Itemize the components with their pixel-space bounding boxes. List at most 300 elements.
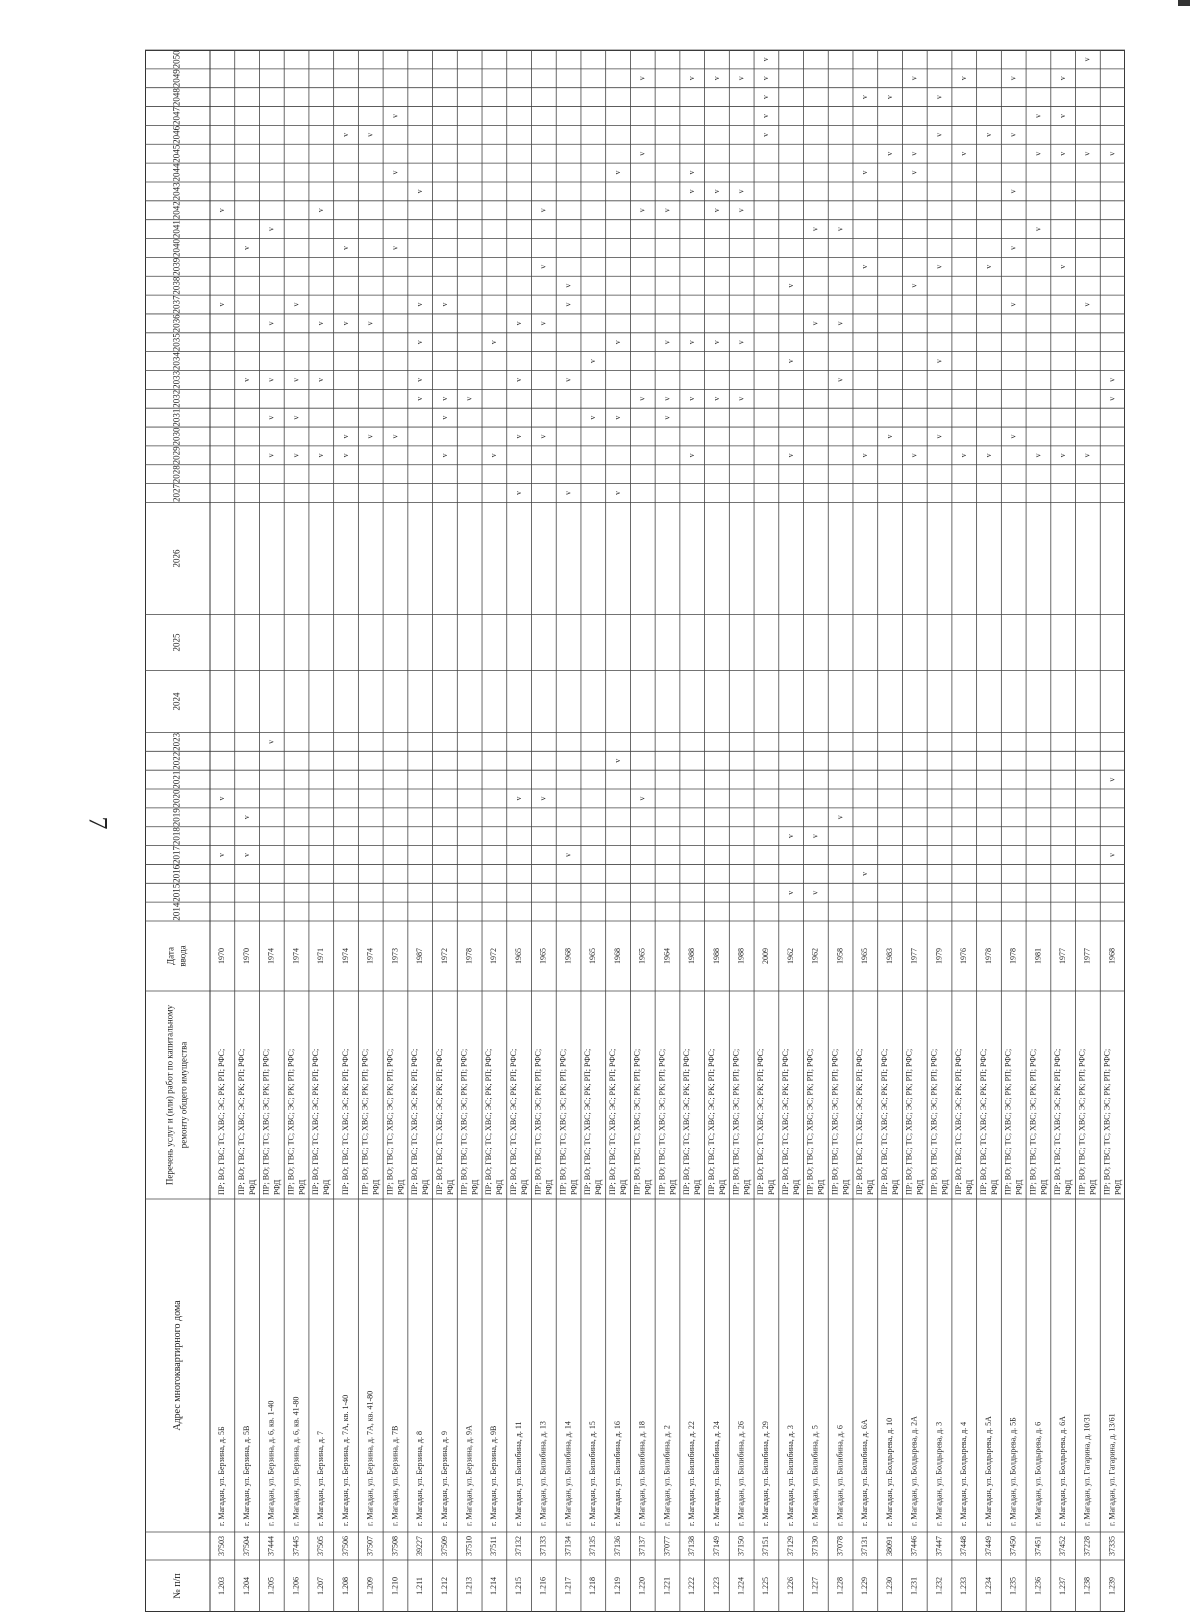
row-planned-mark-2039: v <box>1058 264 1068 269</box>
row-house-id: 37506 <box>340 1536 350 1556</box>
year-header-2044: 2044 <box>171 163 182 182</box>
row-planned-mark-2029: v <box>266 453 276 458</box>
row-address: г. Магадан, ул. Болдырева, д. 5Б <box>1008 1417 1018 1526</box>
row-address: г. Магадан, ул. Берзина, д. 7А, кв. 41-80 <box>365 1390 375 1526</box>
row-planned-mark-2023: v <box>266 739 276 744</box>
row-services-line1: ПР; ВО; ГВС; ТС; ХВС; ЭС; РК; РП; РФС; <box>1028 1048 1038 1195</box>
row-planned-mark-2029: v <box>959 453 969 458</box>
row-address: г. Магадан, ул. Болдырева, д. 10 <box>884 1417 894 1526</box>
row-commission-year: 1977 <box>909 948 919 964</box>
row-services-line2: РФД <box>470 1179 480 1195</box>
row-address: г. Магадан, ул. Билибина, д. 13 <box>538 1421 548 1526</box>
row-services-line2: РФД <box>717 1179 727 1195</box>
row-planned-mark-2016: v <box>860 871 870 876</box>
year-header-2031: 2031 <box>171 408 182 427</box>
row-commission-year: 1976 <box>959 948 969 964</box>
row-planned-mark-2031: v <box>291 415 301 420</box>
row-num: 1.223 <box>711 1577 721 1595</box>
row-planned-mark-2047: v <box>1058 113 1068 118</box>
row-commission-year: 1962 <box>810 948 820 964</box>
row-house-id: 37509 <box>439 1536 449 1556</box>
row-planned-mark-2049: v <box>959 76 969 81</box>
year-header-2041: 2041 <box>171 220 182 239</box>
row-commission-year: 1972 <box>439 948 449 964</box>
row-planned-mark-2029: v <box>291 453 301 458</box>
row-planned-mark-2036: v <box>365 321 375 326</box>
row-services-line1: ПР; ВО; ГВС; ТС; ХВС; ЭС; РК; РП; РФС; <box>286 1048 296 1195</box>
row-commission-year: 1968 <box>563 948 573 964</box>
row-house-id: 37450 <box>1008 1536 1018 1556</box>
row-planned-mark-2018: v <box>785 834 795 839</box>
row-planned-mark-2042: v <box>316 208 326 213</box>
row-house-id: 37077 <box>662 1536 672 1556</box>
row-services-line1: ПР; ВО; ГВС; ТС; ХВС; ЭС; РК; РП; РФС; <box>731 1048 741 1195</box>
row-planned-mark-2049: v <box>711 76 721 81</box>
row-planned-mark-2027: v <box>563 491 573 496</box>
row-house-id: 37138 <box>687 1536 697 1556</box>
row-commission-year: 1972 <box>489 948 499 964</box>
row-planned-mark-2017: v <box>1107 853 1117 858</box>
row-house-id: 37228 <box>1082 1536 1092 1556</box>
row-planned-mark-2044: v <box>860 170 870 175</box>
row-commission-year: 1978 <box>983 948 993 964</box>
row-planned-mark-2029: v <box>1082 453 1092 458</box>
capital-repair-schedule-table <box>145 42 1125 1612</box>
row-commission-year: 1968 <box>1107 948 1117 964</box>
row-num: 1.215 <box>513 1577 523 1595</box>
row-services-line2: РФД <box>1113 1179 1123 1195</box>
row-house-id: 37149 <box>711 1536 721 1556</box>
row-services-line1: ПР; ВО; ГВС; ТС; ХВС; ЭС; РК; РП; РФС; <box>484 1048 494 1195</box>
row-planned-mark-2032: v <box>662 396 672 401</box>
row-services-line1: ПР; ВО; ГВС; ТС; ХВС; ЭС; РК; РП; РФС; <box>682 1048 692 1195</box>
row-services-line1: ПР; ВО; ГВС; ТС; ХВС; ЭС; РК; РП; РФС; <box>830 1048 840 1195</box>
row-services-line2: РФД <box>272 1179 282 1195</box>
row-services-line2: РФД <box>495 1179 505 1195</box>
row-commission-year: 1977 <box>1058 948 1068 964</box>
year-header-2050: 2050 <box>171 50 182 69</box>
row-num: 1.210 <box>390 1577 400 1595</box>
row-address: г. Магадан, ул. Билибина, д. 3 <box>785 1425 795 1526</box>
header-services-line1: Перечень услуг и (или) работ по капитальному <box>164 1004 175 1186</box>
row-services-line1: ПР; ВО; ГВС; ТС; ХВС; ЭС; РК; РП; РФС; <box>311 1048 321 1195</box>
row-services-line2: РФД <box>322 1179 332 1195</box>
row-planned-mark-2033: v <box>513 377 523 382</box>
row-address: г. Магадан, ул. Билибина, д. 15 <box>588 1421 598 1526</box>
row-planned-mark-2045: v <box>1058 151 1068 156</box>
row-planned-mark-2027: v <box>612 491 622 496</box>
row-address: г. Магадан, ул. Билибина, д. 16 <box>612 1421 622 1526</box>
row-num: 1.236 <box>1033 1577 1043 1595</box>
row-services-line1: ПР; ВО; ГВС; ТС; ХВС; ЭС; РК; РП; РФС; <box>508 1048 518 1195</box>
header-year-line1: Дата <box>165 947 176 965</box>
row-planned-mark-2044: v <box>612 170 622 175</box>
row-planned-mark-2029: v <box>687 453 697 458</box>
row-planned-mark-2030: v <box>884 434 894 439</box>
row-planned-mark-2032: v <box>464 396 474 401</box>
row-house-id: 37335 <box>1107 1536 1117 1556</box>
row-services-line2: РФД <box>396 1179 406 1195</box>
row-planned-mark-2017: v <box>241 853 251 858</box>
row-commission-year: 1965 <box>588 948 598 964</box>
row-planned-mark-2037: v <box>291 302 301 307</box>
row-planned-mark-2040: v <box>390 245 400 250</box>
row-planned-mark-2020: v <box>538 796 548 801</box>
row-num: 1.218 <box>588 1577 598 1595</box>
row-planned-mark-2035: v <box>687 340 697 345</box>
row-services-line1: ПР; ВО; ГВС; ТС; ХВС; ЭС; РК; РП; РФС; <box>1102 1048 1112 1195</box>
row-num: 1.206 <box>291 1577 301 1595</box>
row-services-line1: ПР; ВО; ГВС; ТС; ХВС; ЭС; РК; РП; РФС; <box>929 1048 939 1195</box>
year-header-2047: 2047 <box>171 106 182 125</box>
row-planned-mark-2045: v <box>959 151 969 156</box>
row-services-line2: РФД <box>965 1179 975 1195</box>
row-house-id: 37137 <box>637 1536 647 1556</box>
row-house-id: 37130 <box>810 1536 820 1556</box>
row-planned-mark-2037: v <box>563 302 573 307</box>
row-commission-year: 1968 <box>612 948 622 964</box>
row-services-line1: ПР; ВО; ГВС; ТС; ХВС; ЭС; РК; РП; РФС; <box>236 1048 246 1195</box>
row-planned-mark-2049: v <box>761 76 771 81</box>
year-header-2049: 2049 <box>171 69 182 88</box>
row-services-line2: РФД <box>1039 1179 1049 1195</box>
year-header-2020: 2020 <box>171 789 182 808</box>
row-house-id: 37449 <box>983 1536 993 1556</box>
row-house-id: 37133 <box>538 1536 548 1556</box>
year-header-2032: 2032 <box>171 389 182 408</box>
row-planned-mark-2034: v <box>785 359 795 364</box>
row-services-line1: ПР; ВО; ГВС; ТС; ХВС; ЭС; РК; РП; РФС; <box>360 1048 370 1195</box>
row-services-line1: ПР; ВО; ГВС; ТС; ХВС; ЭС; РК; РП; РФС; <box>904 1048 914 1195</box>
year-header-2037: 2037 <box>171 295 182 314</box>
row-planned-mark-2022: v <box>612 758 622 763</box>
row-planned-mark-2046: v <box>934 132 944 137</box>
row-commission-year: 1987 <box>415 948 425 964</box>
row-services-line2: РФД <box>915 1179 925 1195</box>
row-commission-year: 1970 <box>241 948 251 964</box>
row-num: 1.214 <box>489 1577 499 1595</box>
row-planned-mark-2048: v <box>934 95 944 100</box>
row-commission-year: 1977 <box>1082 948 1092 964</box>
row-planned-mark-2033: v <box>266 377 276 382</box>
row-commission-year: 1958 <box>835 948 845 964</box>
year-header-2023: 2023 <box>171 732 182 751</box>
row-planned-mark-2042: v <box>637 208 647 213</box>
row-planned-mark-2036: v <box>538 321 548 326</box>
row-services-line2: РФД <box>693 1179 703 1195</box>
row-services-line1: ПР; ВО; ГВС; ТС; ХВС; ЭС; РК; РП; РФС; <box>261 1048 271 1195</box>
row-house-id: 37503 <box>217 1536 227 1556</box>
row-planned-mark-2019: v <box>241 815 251 820</box>
row-planned-mark-2029: v <box>340 453 350 458</box>
row-planned-mark-2033: v <box>241 377 251 382</box>
row-num: 1.230 <box>884 1577 894 1595</box>
row-commission-year: 1971 <box>316 948 326 964</box>
row-num: 1.209 <box>365 1577 375 1595</box>
row-address: г. Магадан, ул. Болдырева, д. 6А <box>1058 1416 1068 1526</box>
row-planned-mark-2049: v <box>1008 76 1018 81</box>
row-commission-year: 1978 <box>1008 948 1018 964</box>
row-house-id: 37135 <box>588 1536 598 1556</box>
row-house-id: 37444 <box>266 1536 276 1556</box>
row-services-line2: РФД <box>643 1179 653 1195</box>
row-planned-mark-2036: v <box>835 321 845 326</box>
row-planned-mark-2040: v <box>340 245 350 250</box>
row-planned-mark-2037: v <box>439 302 449 307</box>
row-planned-mark-2032: v <box>637 396 647 401</box>
row-services-line1: ПР; ВО; ГВС; ТС; ХВС; ЭС; РК; РП; РФС; <box>1053 1048 1063 1195</box>
row-planned-mark-2029: v <box>909 453 919 458</box>
row-commission-year: 1964 <box>662 948 672 964</box>
row-planned-mark-2019: v <box>835 815 845 820</box>
row-services-line2: РФД <box>445 1179 455 1195</box>
year-header-2039: 2039 <box>171 257 182 276</box>
row-commission-year: 1965 <box>513 948 523 964</box>
row-planned-mark-2017: v <box>563 853 573 858</box>
row-planned-mark-2048: v <box>860 95 870 100</box>
row-services-line2: РФД <box>618 1179 628 1195</box>
row-services-line2: РФД <box>791 1179 801 1195</box>
row-planned-mark-2049: v <box>1058 76 1068 81</box>
row-address: г. Магадан, ул. Билибина, д. 29 <box>761 1421 771 1526</box>
row-num: 1.219 <box>612 1577 622 1595</box>
row-num: 1.222 <box>687 1577 697 1595</box>
row-address: г. Магадан, ул. Берзина, д. 7 <box>316 1430 326 1526</box>
row-commission-year: 1974 <box>266 948 276 964</box>
row-house-id: 37504 <box>241 1536 251 1556</box>
row-planned-mark-2041: v <box>266 227 276 232</box>
row-planned-mark-2034: v <box>934 359 944 364</box>
row-services-line1: ПР; ВО; ГВС; ТС; ХВС; ЭС; РК; РП; РФС; <box>780 1048 790 1195</box>
row-planned-mark-2035: v <box>612 340 622 345</box>
row-planned-mark-2029: v <box>1033 453 1043 458</box>
row-planned-mark-2048: v <box>884 95 894 100</box>
year-header-2042: 2042 <box>171 201 182 220</box>
row-house-id: 37507 <box>365 1536 375 1556</box>
row-services-line2: РФД <box>421 1179 431 1195</box>
row-services-line2: РФД <box>940 1179 950 1195</box>
row-planned-mark-2039: v <box>983 264 993 269</box>
row-services-line1: ПР; ВО; ГВС; ТС; ХВС; ЭС; РК; РП; РФС; <box>657 1048 667 1195</box>
row-house-id: 37132 <box>513 1536 523 1556</box>
row-services-line1: ПР; ВО; ГВС; ТС; ХВС; ЭС; РК; РП; РФС; <box>805 1048 815 1195</box>
row-num: 1.231 <box>909 1577 919 1595</box>
row-planned-mark-2042: v <box>662 208 672 213</box>
row-address: г. Магадан, ул. Берзина, д. 9В <box>489 1425 499 1526</box>
row-planned-mark-2030: v <box>934 434 944 439</box>
row-planned-mark-2047: v <box>761 113 771 118</box>
row-planned-mark-2049: v <box>687 76 697 81</box>
row-commission-year: 1965 <box>637 948 647 964</box>
row-commission-year: 1988 <box>711 948 721 964</box>
year-header-2046: 2046 <box>171 125 182 144</box>
row-commission-year: 1965 <box>538 948 548 964</box>
row-address: г. Магадан, ул. Билибина, д. 26 <box>736 1421 746 1526</box>
row-num: 1.239 <box>1107 1577 1117 1595</box>
row-planned-mark-2044: v <box>909 170 919 175</box>
row-house-id: 37511 <box>489 1536 499 1556</box>
row-services-line2: РФД <box>1088 1179 1098 1195</box>
row-planned-mark-2029: v <box>983 453 993 458</box>
row-planned-mark-2033: v <box>316 377 326 382</box>
year-header-2014: 2014 <box>171 902 182 921</box>
row-services-line2: РФД <box>1014 1179 1024 1195</box>
row-planned-mark-2042: v <box>711 208 721 213</box>
row-address: г. Магадан, ул. Берзина, д. 8 <box>415 1430 425 1526</box>
row-services-line1: ПР; ВО; ГВС; ТС; ХВС; ЭС; РК; РП; РФС; <box>1003 1048 1013 1195</box>
row-planned-mark-2042: v <box>217 208 227 213</box>
row-planned-mark-2041: v <box>1033 227 1043 232</box>
row-planned-mark-2040: v <box>241 245 251 250</box>
row-services-line1: ПР; ВО; ГВС; ТС; ХВС; ЭС; РК; РП; РФС; <box>879 1048 889 1195</box>
row-planned-mark-2029: v <box>489 453 499 458</box>
row-house-id: 37448 <box>959 1536 969 1556</box>
row-num: 1.213 <box>464 1577 474 1595</box>
row-services-line2: РФД <box>866 1179 876 1195</box>
row-commission-year: 1973 <box>390 948 400 964</box>
row-planned-mark-2044: v <box>687 170 697 175</box>
row-planned-mark-2033: v <box>415 377 425 382</box>
row-planned-mark-2047: v <box>1033 113 1043 118</box>
row-house-id: 37150 <box>736 1536 746 1556</box>
row-commission-year: 1974 <box>365 948 375 964</box>
year-header-2036: 2036 <box>171 314 182 333</box>
row-planned-mark-2046: v <box>1008 132 1018 137</box>
header-services-line2: ремонту общего имущества <box>178 1041 189 1149</box>
header-num: № п/п <box>171 1573 183 1599</box>
row-planned-mark-2033: v <box>563 377 573 382</box>
row-services-line1: ПР; ВО; ГВС; ТС; ХВС; ЭС; РК; РП; РФС; <box>459 1048 469 1195</box>
row-planned-mark-2021: v <box>1107 777 1117 782</box>
row-commission-year: 1974 <box>291 948 301 964</box>
row-services-line1: ПР; ВО; ГВС; ТС; ХВС; ЭС; РК; РП; РФС; <box>756 1048 766 1195</box>
row-planned-mark-2046: v <box>983 132 993 137</box>
row-planned-mark-2043: v <box>1008 189 1018 194</box>
row-num: 1.207 <box>316 1577 326 1595</box>
row-num: 1.234 <box>983 1577 993 1595</box>
row-address: г. Магадан, ул. Билибина, д. 6А <box>860 1419 870 1526</box>
row-commission-year: 1962 <box>785 948 795 964</box>
row-house-id: 37508 <box>390 1536 400 1556</box>
row-services-line2: РФД <box>742 1179 752 1195</box>
row-services-line1: ПР; ВО; ГВС; ТС; ХВС; ЭС; РК; РП; РФС; <box>855 1048 865 1195</box>
row-planned-mark-2033: v <box>1107 377 1117 382</box>
row-num: 1.237 <box>1058 1577 1068 1595</box>
row-planned-mark-2029: v <box>316 453 326 458</box>
row-num: 1.227 <box>810 1577 820 1595</box>
row-num: 1.216 <box>538 1577 548 1595</box>
row-services-line1: ПР; ВО; ГВС; ТС; ХВС; ЭС; РК; РП; РФС; <box>410 1048 420 1195</box>
header-address: Адрес многоквартирного дома <box>171 1300 183 1431</box>
row-address: г. Магадан, ул. Билибина, д. 2 <box>662 1425 672 1526</box>
row-services-line1: ПР; ВО; ГВС; ТС; ХВС; ЭС; РК; РП; РФС; <box>607 1048 617 1195</box>
row-services-line1: ПР; ВО; ГВС; ТС; ХВС; ЭС; РК; РП; РФС; <box>385 1048 395 1195</box>
row-services-line2: РФД <box>297 1179 307 1195</box>
row-planned-mark-2035: v <box>662 340 672 345</box>
row-address: г. Магадан, ул. Берзина, д. 9А <box>464 1425 474 1526</box>
row-house-id: 37445 <box>291 1536 301 1556</box>
row-planned-mark-2017: v <box>217 853 227 858</box>
row-services-line1: ПР; ВО; ГВС; ТС; ХВС; ЭС; РК; РП; РФС; <box>706 1048 716 1195</box>
row-planned-mark-2047: v <box>390 113 400 118</box>
row-planned-mark-2045: v <box>884 151 894 156</box>
row-services-line2: РФД <box>890 1179 900 1195</box>
row-address: г. Магадан, ул. Билибина, д. 18 <box>637 1421 647 1526</box>
row-planned-mark-2038: v <box>909 283 919 288</box>
row-address: г. Магадан, ул. Билибина, д. 14 <box>563 1421 573 1526</box>
row-num: 1.233 <box>959 1577 969 1595</box>
row-planned-mark-2039: v <box>934 264 944 269</box>
row-planned-mark-2041: v <box>810 227 820 232</box>
row-address: г. Магадан, ул. Болдырева, д. 2А <box>909 1416 919 1526</box>
row-num: 1.204 <box>241 1577 251 1595</box>
row-address: г. Магадан, ул. Билибина, д. 11 <box>513 1421 523 1526</box>
row-planned-mark-2029: v <box>1058 453 1068 458</box>
row-planned-mark-2043: v <box>687 189 697 194</box>
row-house-id: 37131 <box>860 1536 870 1556</box>
row-address: г. Магадан, ул. Билибина, д. 22 <box>687 1421 697 1526</box>
year-header-2019: 2019 <box>171 808 182 827</box>
row-services-line2: РФД <box>841 1179 851 1195</box>
row-planned-mark-2029: v <box>785 453 795 458</box>
row-planned-mark-2030: v <box>1008 434 1018 439</box>
row-planned-mark-2036: v <box>266 321 276 326</box>
row-planned-mark-2036: v <box>513 321 523 326</box>
row-address: г. Магадан, ул. Гагарина, д. 13/61 <box>1107 1413 1117 1526</box>
row-services-line2: РФД <box>767 1179 777 1195</box>
row-planned-mark-2043: v <box>711 189 721 194</box>
row-address: г. Магадан, ул. Билибина, д. 5 <box>810 1425 820 1526</box>
row-services-line1: ПР; ВО; ГВС; ТС; ХВС; ЭС; РК; РП; РФС; <box>533 1048 543 1195</box>
row-planned-mark-2045: v <box>637 151 647 156</box>
row-commission-year: 1974 <box>340 948 350 964</box>
scan-mark <box>1178 0 1190 6</box>
year-header-2026: 2026 <box>171 549 182 568</box>
row-num: 1.211 <box>415 1577 425 1595</box>
row-address: г. Магадан, ул. Берзина, д. 7А, кв. 1-40 <box>340 1394 350 1526</box>
year-header-2015: 2015 <box>171 883 182 902</box>
row-planned-mark-2032: v <box>711 396 721 401</box>
row-planned-mark-2030: v <box>513 434 523 439</box>
row-num: 1.205 <box>266 1577 276 1595</box>
row-planned-mark-2032: v <box>1107 396 1117 401</box>
row-planned-mark-2032: v <box>736 396 746 401</box>
row-services-line1: ПР; ВО; ГВС; ТС; ХВС; ЭС; РК; РП; РФС; <box>1077 1048 1087 1195</box>
row-planned-mark-2036: v <box>340 321 350 326</box>
row-planned-mark-2035: v <box>489 340 499 345</box>
row-commission-year: 1965 <box>860 948 870 964</box>
row-planned-mark-2048: v <box>761 95 771 100</box>
row-services-line2: РФД <box>371 1179 381 1195</box>
row-house-id: 37136 <box>612 1536 622 1556</box>
row-planned-mark-2036: v <box>316 321 326 326</box>
row-num: 1.228 <box>835 1577 845 1595</box>
row-planned-mark-2037: v <box>217 302 227 307</box>
row-planned-mark-2029: v <box>860 453 870 458</box>
row-house-id: 37134 <box>563 1536 573 1556</box>
row-address: г. Магадан, ул. Берзина, д. 6, кв. 41-80 <box>291 1396 301 1526</box>
row-services-line1: ПР; ВО; ГВС; ТС; ХВС; ЭС; РК; РП; РФС; <box>978 1048 988 1195</box>
row-planned-mark-2049: v <box>637 76 647 81</box>
row-planned-mark-2031: v <box>439 415 449 420</box>
row-planned-mark-2045: v <box>1033 151 1043 156</box>
row-planned-mark-2018: v <box>810 834 820 839</box>
row-house-id: 37452 <box>1058 1536 1068 1556</box>
row-num: 1.217 <box>563 1577 573 1595</box>
row-planned-mark-2035: v <box>415 340 425 345</box>
row-services-line2: РФД <box>544 1179 554 1195</box>
row-address: г. Магадан, ул. Берзина, д. 6, кв. 1-40 <box>266 1400 276 1526</box>
